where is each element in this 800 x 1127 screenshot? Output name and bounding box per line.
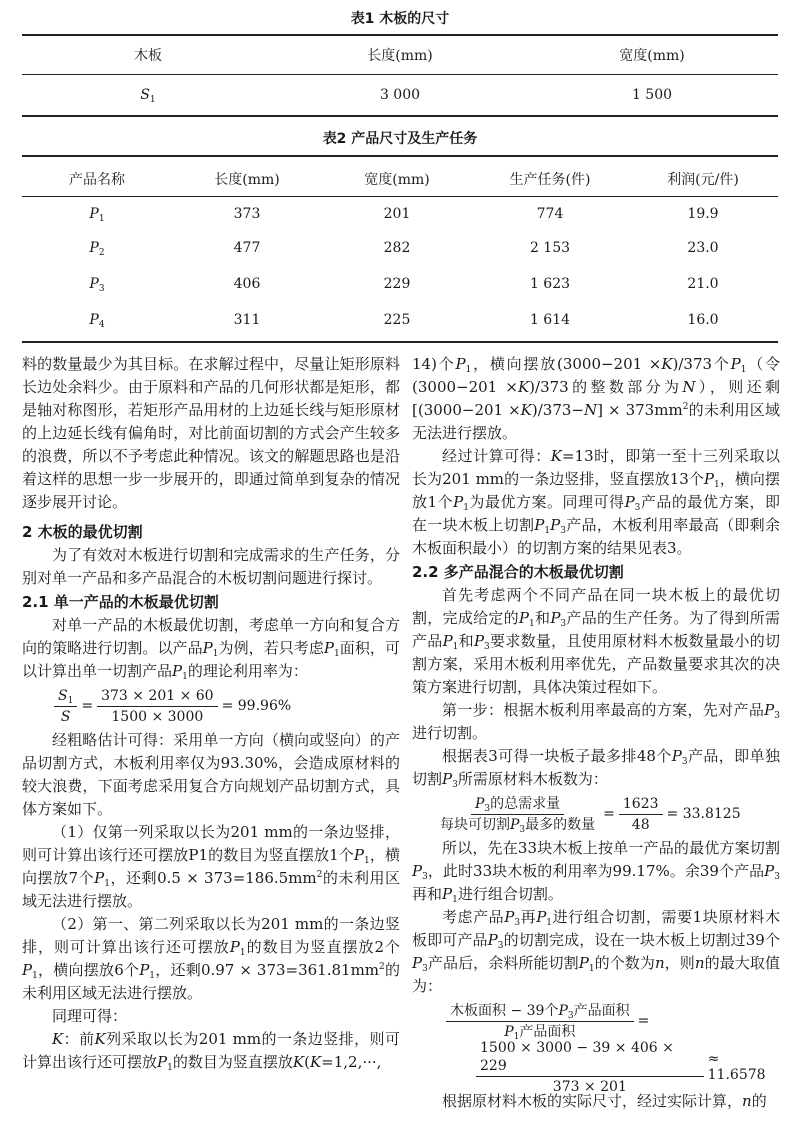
table1-header-length: 长度(mm)	[367, 48, 433, 64]
table1-bottom-rule	[22, 115, 778, 117]
table1-cell-width: 1 500	[631, 87, 673, 103]
section-heading: 2 木板的最优切割	[22, 523, 143, 541]
document-page: 表1 木板的尺寸 木板 长度(mm) 宽度(mm) $S_1$ 3 000 1 500 表2 产品尺寸及生产任务 产品名称 长度(mm) 宽度(mm) 生产任务(件) 利润(元/件) $P_1$ 373 201 774 19.9 $P_2$ 477 282 2 153 23.0 $P_3$ 406 229 1 623 21.0 $P_4$ 311 225 1 614 16.0 料的数量最少为其目标。在求解过程中，尽量让矩形原料长边处余料少。由于原料和产品的几何形状都是矩形，都是轴对称图形，若矩形产品用材的上边延长线与矩形原材的上边延长线有偏角时，对比前面切割的方式会产生较多的浪费，所以不予考虑此种情况。该文的解题思路也是沿着这样的思想一步一步展开的，即通过简单到复杂的情况逐步展开讨论。 2 木板的最优切割 为了有效对木板进行切割和完成需求的生产任务，分别对单一产品和多产品混合的木板切割问题进行探讨。 2.1 单一产品的木板最优切割 对单一产品的木板最优切割，考虑单一方向和复合方向的策略进行切割。以产品$P_1$为例，若只考虑$P_1$面积，可以计算出单一切割产品$P_1$的理论利用率为： $\frac{S_1}{S}$ = $\frac{373 \times 201 \times 60}{1500 \times 3000}$ = 99.96% 经粗略估计可得：采用单一方向（横向或竖向）的产品切割方式，木板利用率仅为93.30%，会造成原材料的较大浪费，下面考虑采用复合方向规划产品切割方式，具体方案如下。 （1）仅第一列采取以长为201 mm的一条边竖排，则可计算出该行还可摆放P1的数目为竖直摆放1个$P_1$，横向摆放7个$P_1$，还剩$0.5 \times 373=186.5mm^2$的未利用区域无法进行摆放。 （2）第一、第二列采取以长为201 mm的一条边竖排，则可计算出该行还可摆放$P_1$的数目为竖直摆放2个$P_1$，横向摆放6个$P_1$，还剩$0.97 \times 373=361.81mm^2$的未利用区域无法进行摆放。 同理可得： K：前K列采取以长为201 mm的一条边竖排，则可计算出该行还可摆放$P_1$的数目为竖直摆放K(K=1,2,···, 14)个$P_1$，横向摆放(3000−201 ×K)/373个$P_1$（令(3000−201 ×K)/373的整数部分为N），则还剩$[(3000-201 \times K)/373-N] \times 373mm^2$的未利用区域无法进行摆放。 经过计算可得：K=13时，即第一至十三列采取以长为201 mm的一条边竖排，竖直摆放13个$P_1$，横向摆放1个$P_1$为最优方案。同理可得$P_3$产品的最优方案，即在一块木板上切割$P_1P_3$产品，木板利用率最高（即剩余木板面积最小）的切割方案的结果见表3。 2.2 多产品混合的木板最优切割 首先考虑两个不同产品在同一块木板上的最优切割，完成给定的$P_1$和$P_3$产品的生产任务。为了得到所需产品$P_1$和$P_3$要求数量，且使用原材料木板数量最小的切割方案，采用木板利用率优先，产品数量要求其次的决策方案进行切割，具体决策过程如下。 第一步：根据木板利用率最高的方案，先对产品$P_3$进行切割。 根据表3可得一块板子最多排48个$P_3$产品，即单独切割$P_3$所需原材料木板数为： $\frac{P_3的总需求量}{每块可切割P_3最多的数量}$ = $\frac{1623}{48}$ = 33.8125 所以，先在33块木板上按单一产品的最优方案切割$P_3$，此时33块木板的利用率为99.17%。余39个产品$P_3$再和$P_1$进行组合切割。 考虑产品$P_3$再$P_1$进行组合切割，需要1块原材料木板即可产品$P_3$的切割完成，设在一块木板上切割过39个$P_3$产品后，余料所能切割$P_1$的个数为n，则n的最大取值为： $\frac{木板面积 - 39个P_3产品面积}{P_1产品面积}$ = $\frac{1500 \times 3000 - 39 \times 406 \times 229}{373 \times 201}$ ≈ 11.6578 根据原材料木板的实际尺寸，经过实际计算，n的	[0, 0, 800, 1127]
table1-header-width: 宽度(mm)	[619, 48, 685, 64]
equation-max-n: $\frac{木板面积 - 39个P_3产品面积}{P_1产品面积}$ =	[442, 998, 780, 1044]
paragraph: （2）第一、第二列采取以长为201 mm的一条边竖排，则可计算出该行还可摆放$P_1$的数目为竖直摆放2个$P_1$，横向摆放6个$P_1$，还剩$0.97 \times 373=361.81mm^2$的未利用区域无法进行摆放。	[22, 915, 400, 1002]
left-column	[22, 353, 400, 1074]
table2-header-width: 宽度(mm)	[364, 172, 430, 188]
equation-utilization: $\frac{S_1}{S}$ = $\frac{373 \times 201 \times 60}{1500 \times 3000}$ = 99.96%	[50, 683, 400, 729]
paragraph: K：前K列采取以长为201 mm的一条边竖排，则可计算出该行还可摆放$P_1$的数目为竖直摆放K(K=1,2,···,	[22, 1030, 400, 1073]
right-column	[412, 353, 780, 1113]
paragraph: 第一步：根据木板利用率最高的方案，先对产品$P_3$进行切割。	[412, 701, 780, 742]
paragraph: 料的数量最少为其目标。在求解过程中，尽量让矩形原料长边处余料少。由于原料和产品的几何形状都是矩形，都是轴对称图形，若矩形产品用材的上边延长线与矩形原材的上边延长线有偏角时，对比前面切割的方式会产生较多的浪费，所以不予考虑此种情况。该文的解题思路也是沿着这样的思想一步一步展开的，即通过简单到复杂的情况逐步展开讨论。	[22, 355, 400, 511]
paragraph: （1）仅第一列采取以长为201 mm的一条边竖排，则可计算出该行还可摆放P1的数目为竖直摆放1个$P_1$，横向摆放7个$P_1$，还剩$0.5 \times 373=186.5mm^2$的未利用区域无法进行摆放。	[22, 823, 400, 910]
paragraph: 经粗略估计可得：采用单一方向（横向或竖向）的产品切割方式，木板利用率仅为93.30%，会造成原材料的较大浪费，下面考虑采用复合方向规划产品切割方式，具体方案如下。	[22, 731, 400, 818]
table1-cell-board: $S_1$	[140, 87, 156, 105]
subsection-heading: 2.2 多产品混合的木板最优切割	[412, 563, 624, 581]
paragraph: 同理可得：	[52, 1007, 128, 1025]
paragraph: 对单一产品的木板最优切割，考虑单一方向和复合方向的策略进行切割。以产品$P_1$为例，若只考虑$P_1$面积，可以计算出单一切割产品$P_1$的理论利用率为：	[22, 616, 400, 682]
table1-top-rule	[22, 34, 778, 36]
table2-header-length: 长度(mm)	[214, 172, 280, 188]
table2-caption: 表2 产品尺寸及生产任务	[322, 131, 478, 147]
subsection-heading: 2.1 单一产品的木板最优切割	[22, 593, 219, 611]
paragraph: 首先考虑两个不同产品在同一块木板上的最优切割，完成给定的$P_1$和$P_3$产品的生产任务。为了得到所需产品$P_1$和$P_3$要求数量，且使用原材料木板数量最小的切割方案，采用木板利用率优先，产品数量要求其次的决策方案进行切割，具体决策过程如下。	[412, 586, 780, 696]
paragraph: 根据表3可得一块板子最多排48个$P_3$产品，即单独切割$P_3$所需原材料木板数为：	[412, 747, 780, 790]
table2-header-profit: 利润(元/件)	[667, 172, 739, 188]
table1-mid-rule	[22, 74, 778, 75]
paragraph: 所以，先在33块木板上按单一产品的最优方案切割$P_3$，此时33块木板的利用率为99.17%。余39个产品$P_3$再和$P_1$进行组合切割。	[412, 839, 780, 905]
equation-max-n-value: $\frac{1500 \times 3000 - 39 \times 406 \times 229}{373 \times 201}$ ≈ 11.6578	[472, 1044, 780, 1090]
paragraph: 根据原材料木板的实际尺寸，经过实际计算，n的	[442, 1092, 767, 1110]
table2-header-task: 生产任务(件)	[509, 172, 591, 188]
paragraph: 经过计算可得：K=13时，即第一至十三列采取以长为201 mm的一条边竖排，竖直摆放13个$P_1$，横向摆放1个$P_1$为最优方案。同理可得$P_3$产品的最优方案，即在一块木板上切割$P_1P_3$产品，木板利用率最高（即剩余木板面积最小）的切割方案的结果见表3。	[412, 447, 780, 557]
paragraph: 考虑产品$P_3$再$P_1$进行组合切割，需要1块原材料木板即可产品$P_3$的切割完成，设在一块木板上切割过39个$P_3$产品后，余料所能切割$P_1$的个数为n，则n的最大取值为：	[412, 908, 780, 995]
paragraph: 为了有效对木板进行切割和完成需求的生产任务，分别对单一产品和多产品混合的木板切割问题进行探讨。	[22, 546, 400, 587]
table1-header-board: 木板	[134, 48, 162, 64]
table1-caption: 表1 木板的尺寸	[350, 11, 450, 27]
table1-cell-length: 3 000	[379, 87, 421, 103]
table2-bottom-rule	[22, 341, 778, 343]
table2-top-rule	[22, 155, 778, 157]
table2-header-name: 产品名称	[69, 172, 125, 188]
table2-mid-rule	[22, 196, 778, 197]
equation-board-count: $\frac{P_3的总需求量}{每块可切割P_3最多的数量}$ = $\frac{1623}{48}$ = 33.8125	[440, 795, 741, 835]
paragraph: 14)个$P_1$，横向摆放(3000−201 ×K)/373个$P_1$（令(3000−201 ×K)/373的整数部分为N），则还剩$[(3000-201 \times K)/373-N] \times 373mm^2$的未利用区域无法进行摆放。	[412, 355, 780, 442]
